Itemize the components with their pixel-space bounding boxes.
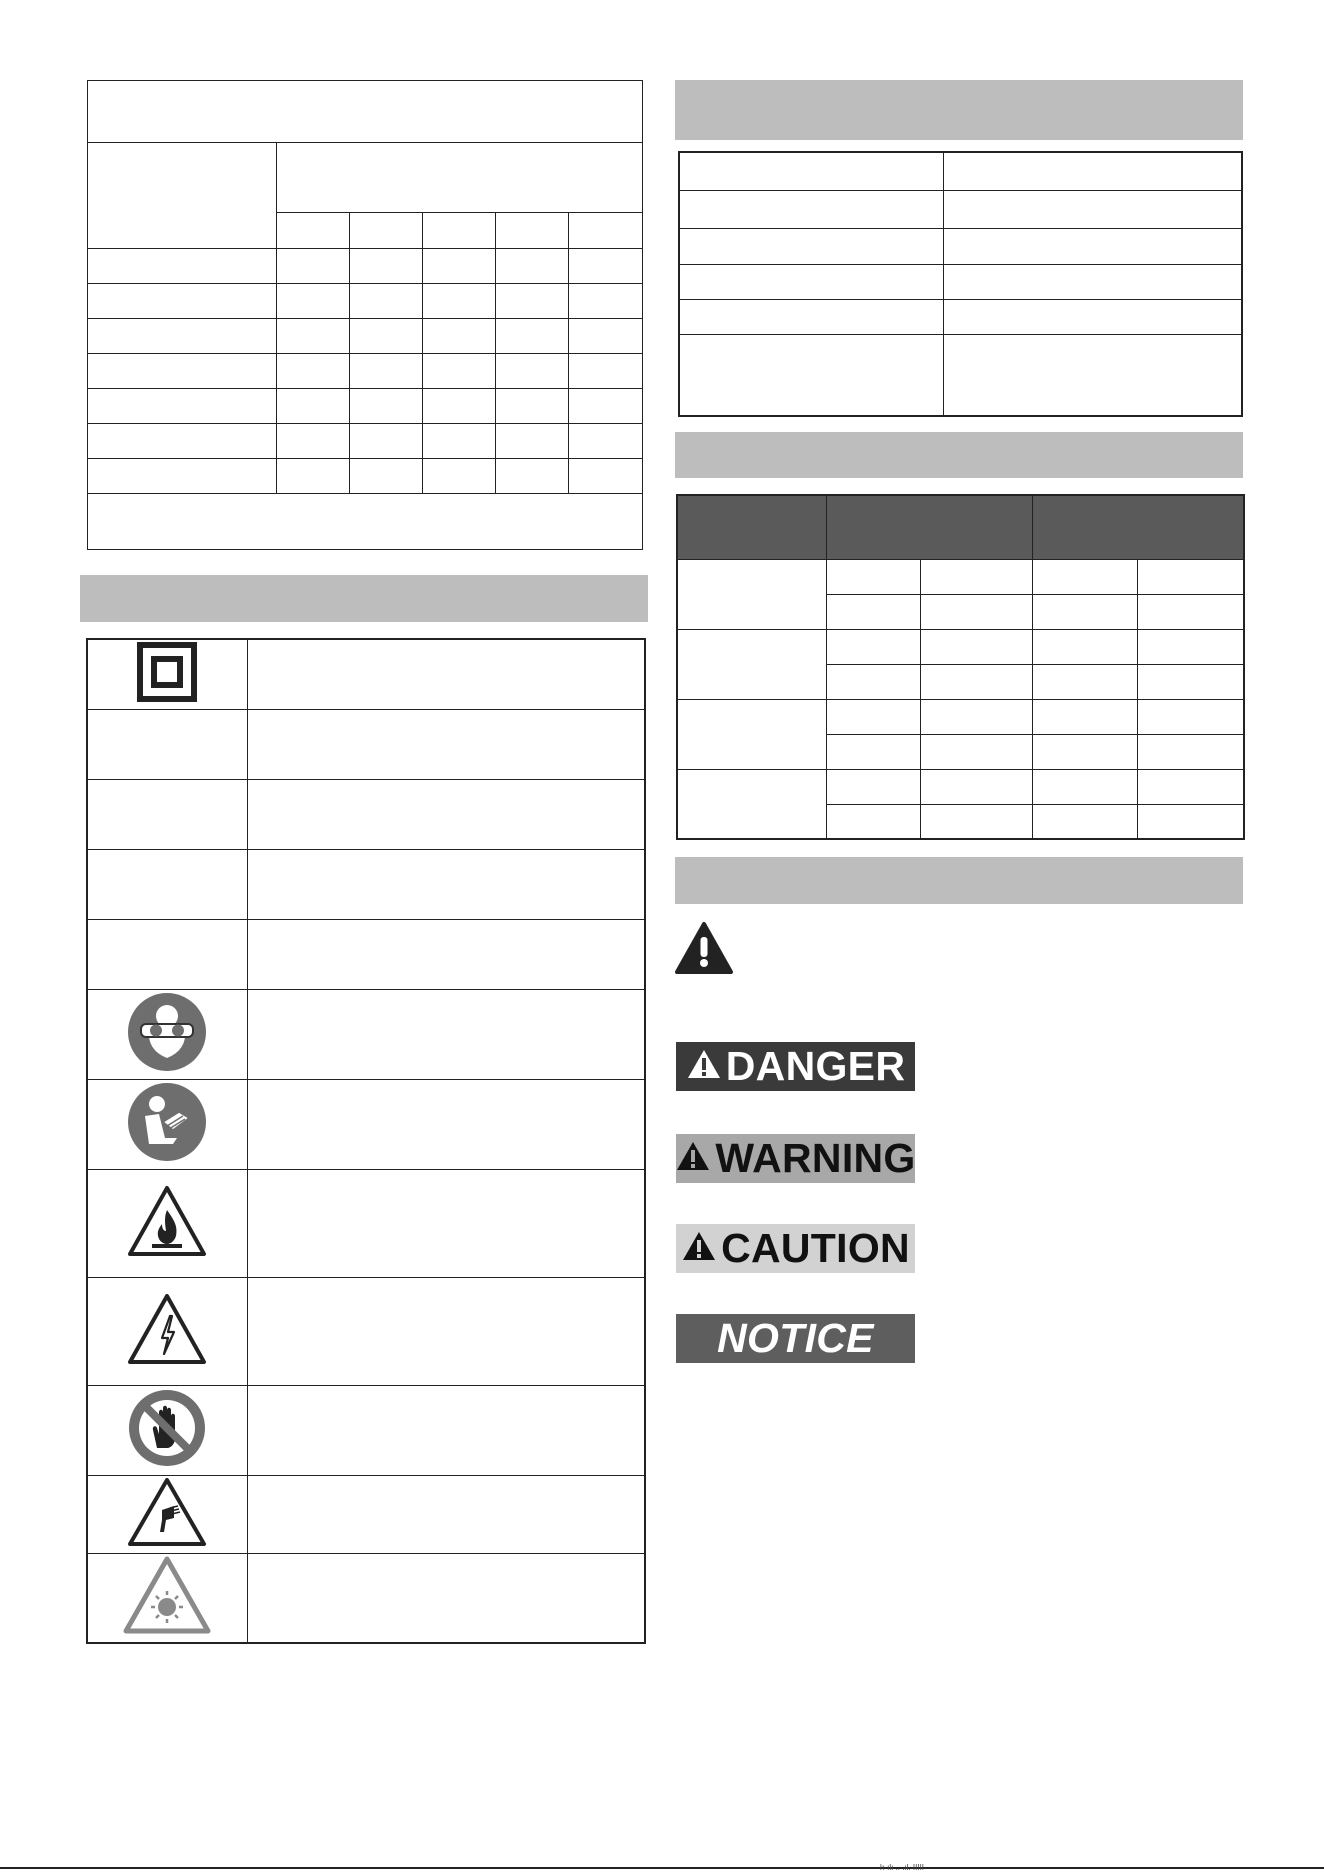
technical-data-section-header [675, 80, 1243, 140]
symbol-description [247, 709, 645, 779]
table-row [679, 264, 1242, 299]
symbol-description [247, 1385, 645, 1475]
table-row [677, 629, 1244, 664]
symbol-row [87, 849, 645, 919]
eye-protection-icon [127, 992, 207, 1077]
symbol-cell-empty [87, 779, 247, 849]
double-insulation-icon [137, 642, 197, 707]
symbol-row [87, 1553, 645, 1643]
flammable-warning-icon [126, 1184, 208, 1263]
danger-signal-label [676, 1042, 915, 1091]
spec-table-row-header [88, 143, 277, 249]
signal-words-section-header [675, 857, 1243, 904]
symbol-row [87, 989, 645, 1079]
symbol-row [87, 709, 645, 779]
spec-table-title-cell [88, 81, 643, 143]
matrix-header-cell [826, 495, 1032, 559]
symbols-section-header [80, 575, 648, 622]
table-row [88, 459, 643, 494]
symbol-description [247, 1277, 645, 1385]
spec-table-group-header [277, 143, 643, 213]
symbol-row [87, 919, 645, 989]
table-row [679, 228, 1242, 264]
table-row [88, 424, 643, 459]
danger-signal-text: DANGER [725, 1043, 906, 1089]
matrix-header-cell [1032, 495, 1244, 559]
matrix-table [676, 494, 1245, 840]
table-row [88, 389, 643, 424]
warning-triangle-icon [674, 921, 734, 975]
symbol-description [247, 849, 645, 919]
spec-table-note-cell [88, 494, 643, 550]
spec-table-col-header [423, 213, 496, 249]
symbol-row [87, 1277, 645, 1385]
spec-table-col-header [569, 213, 643, 249]
symbol-row [87, 639, 645, 709]
symbol-description [247, 639, 645, 709]
symbol-row [87, 1385, 645, 1475]
symbol-description [247, 779, 645, 849]
do-not-touch-icon [127, 1388, 207, 1473]
warning-signal-text: WARNING [715, 1135, 916, 1181]
symbol-row [87, 1079, 645, 1169]
symbol-cell-empty [87, 919, 247, 989]
warning-triangle-icon [675, 1135, 711, 1182]
spec-table [87, 80, 643, 550]
sharp-blade-warning-icon [126, 1476, 208, 1553]
table-row [679, 334, 1242, 416]
matrix-header-cell [677, 495, 826, 559]
caution-signal-label [676, 1224, 915, 1273]
warning-signal-label [676, 1134, 915, 1183]
table-row [677, 559, 1244, 594]
second-section-header [675, 432, 1243, 478]
spec-table-col-header [350, 213, 423, 249]
electric-shock-warning-icon [126, 1292, 208, 1371]
table-row [679, 299, 1242, 334]
table-row [679, 190, 1242, 228]
read-manual-icon [127, 1082, 207, 1167]
footer-text: ŀı ılı .. .ıl. ÌÌÌÌÌ [880, 1864, 925, 1872]
table-row [677, 699, 1244, 734]
technical-data-table [678, 151, 1243, 417]
footer-rule [0, 1867, 1324, 1869]
table-row [679, 152, 1242, 190]
spec-table-col-header [277, 213, 350, 249]
symbol-description [247, 1079, 645, 1169]
notice-signal-label [676, 1314, 915, 1363]
table-row [677, 769, 1244, 804]
symbol-row [87, 1475, 645, 1553]
symbol-description [247, 919, 645, 989]
table-row [88, 319, 643, 354]
symbol-row [87, 1169, 645, 1277]
symbol-description [247, 1553, 645, 1643]
symbol-cell-empty [87, 709, 247, 779]
warning-triangle-icon [681, 1225, 717, 1272]
symbols-table [86, 638, 646, 1644]
table-row [88, 284, 643, 319]
symbol-description [247, 989, 645, 1079]
symbol-description [247, 1169, 645, 1277]
spec-table-col-header [496, 213, 569, 249]
table-row [88, 249, 643, 284]
symbol-description [247, 1475, 645, 1553]
table-row [88, 354, 643, 389]
caution-signal-text: CAUTION [721, 1225, 910, 1271]
symbol-row [87, 779, 645, 849]
notice-signal-text: NOTICE [717, 1315, 874, 1361]
symbol-cell-empty [87, 849, 247, 919]
warning-triangle-icon [686, 1043, 722, 1090]
hot-light-warning-icon [122, 1555, 212, 1640]
